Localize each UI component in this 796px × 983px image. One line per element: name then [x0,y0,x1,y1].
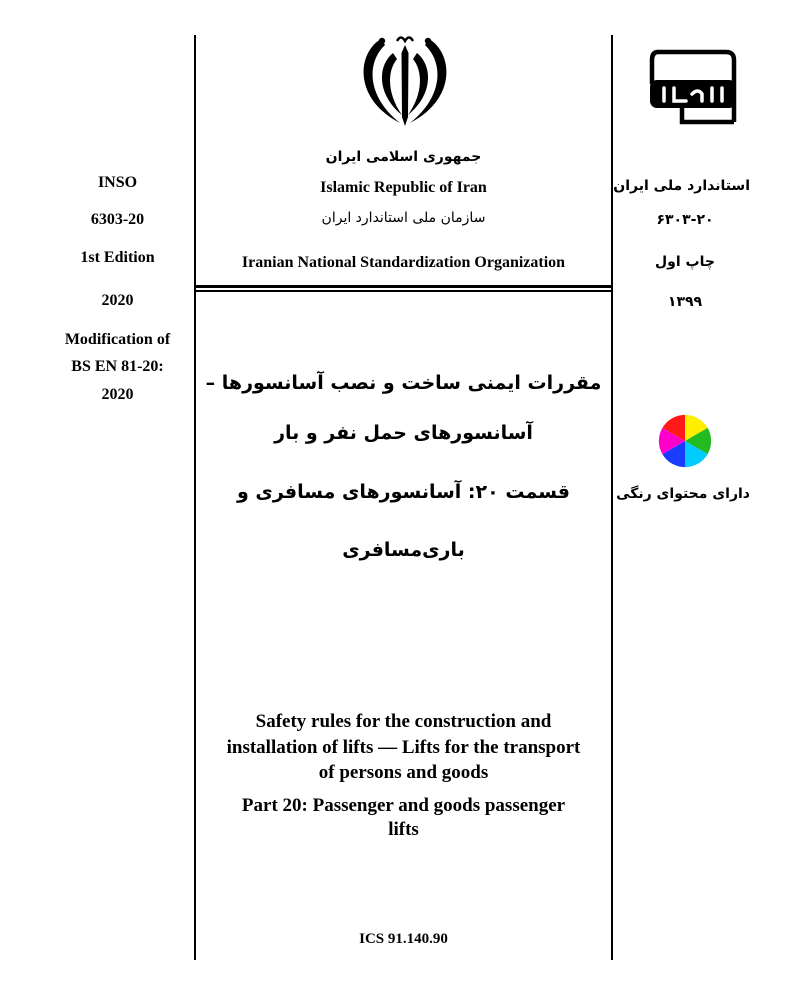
country-name-fa: جمهوری اسلامی ایران [325,149,482,165]
modification-line-3: 2020 [101,386,134,403]
organization-fa: سازمان ملی استاندارد ایران [321,210,486,226]
edition-fa: چاپ اول [655,254,715,270]
year-fa: ۱۳۹۹ [667,294,703,310]
modification-line-2: BS EN 81-20: [71,358,164,375]
organization-en: Iranian National Standardization Organization [241,254,566,271]
standard-number-fa: ۶۳۰۳-۲۰ [656,212,714,228]
country-name-en: Islamic Republic of Iran [320,179,487,196]
title-fa-line-3: قسمت ۲۰: آسانسورهای مسافری و [237,481,570,503]
part-en-line-1: Part 20: Passenger and goods passenger [241,795,566,816]
title-fa-line-2: آسانسورهای حمل نفر و بار [274,422,533,444]
part-en-line-2: lifts [388,819,419,840]
title-en-line-2: installation of lifts — Lifts for the transport [226,737,581,758]
isiri-logo-icon [648,44,740,128]
modification-line-1: Modification of [64,331,171,348]
double-rule-top [195,285,612,288]
color-content-note-fa: دارای محتوای رنگی [616,486,750,502]
ics-code: ICS 91.140.90 [359,931,448,947]
title-en-line-1: Safety rules for the construction and [255,711,552,732]
national-standard-fa: استاندارد ملی ایران [613,178,750,194]
inso-code: INSO [97,174,138,191]
year: 2020 [101,292,134,309]
title-en-line-3: of persons and goods [318,762,489,783]
double-rule-bottom [195,290,612,292]
title-fa-line-4: باری‌مسافری [342,539,465,561]
edition: 1st Edition [80,249,155,266]
title-fa-line-1: مقررات ایمنی ساخت و نصب آسانسورها – [205,372,602,394]
standard-number: 6303-20 [90,211,145,228]
color-wheel-icon [657,413,713,469]
iran-emblem-icon [355,33,455,128]
